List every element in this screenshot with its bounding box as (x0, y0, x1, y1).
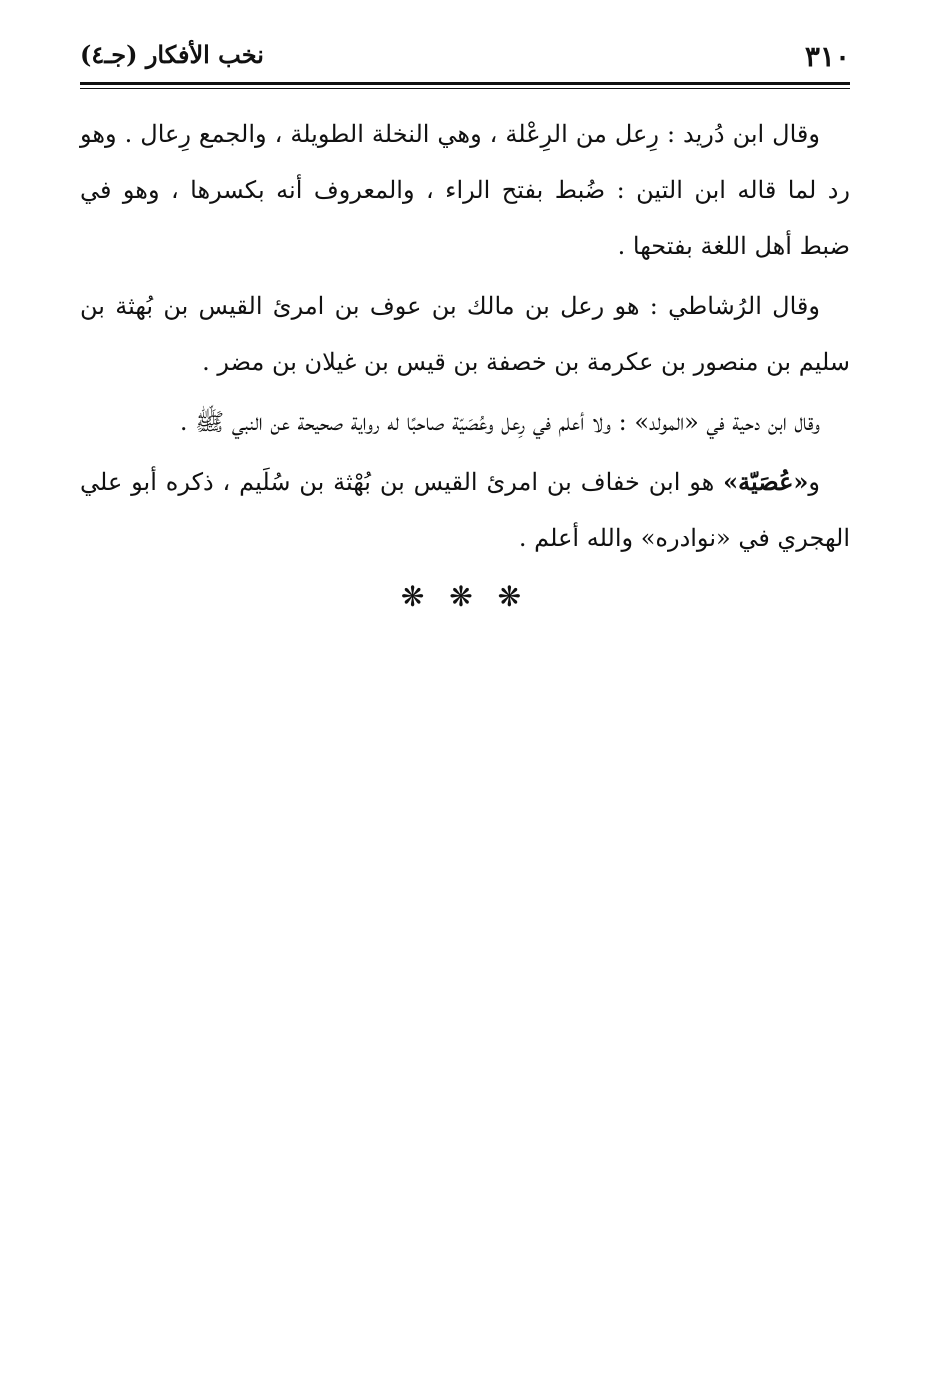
body-text (80, 106, 850, 566)
book-page (80, 30, 850, 613)
header-rule-thin (80, 88, 850, 89)
paragraph-text: وقال ابن دحية في «المولد» : ولا أعلم في رِعل وعُصَيّة صاحبًا له رواية صحيحة عن النبي ﷺ . (179, 408, 820, 436)
header-rule (80, 82, 850, 85)
paragraph-rushati (80, 278, 850, 390)
section-separator: ❋ ❋ ❋ (400, 580, 530, 613)
paragraph-ibn-dihya (80, 394, 850, 450)
page-number: ٣١٠ (804, 40, 850, 73)
running-header (80, 30, 850, 78)
paragraph-usayya (80, 454, 850, 566)
paragraph-text: هو ابن خفاف بن امرئ القيس بن بُهْثة بن سُلَيم ، ذكره أبو علي الهجري في «نوادره» والله أعلم . (80, 468, 850, 552)
bold-term: «عُصَيّة» (723, 467, 809, 496)
paragraph-text: وقال الرُشاطي : هو رعل بن مالك بن عوف بن امرئ القيس بن بُهثة بن سليم بن منصور بن عكرمة بن خصفة بن قيس بن غيلان بن مضر . (80, 292, 850, 376)
book-title: نخب الأفكار (جـ٤) (80, 40, 264, 69)
paragraph-ibn-durayd (80, 106, 850, 274)
paragraph-lead-prefix: و (808, 468, 820, 496)
paragraph-text: وقال ابن دُريد : رِعل من الرِعْلة ، وهي النخلة الطويلة ، والجمع رِعال . وهو رد لما قاله ابن التين : ضُبط بفتح الراء ، والمعروف أنه بكسرها ، وهو في ضبط أهل اللغة بفتحها . (80, 120, 850, 260)
